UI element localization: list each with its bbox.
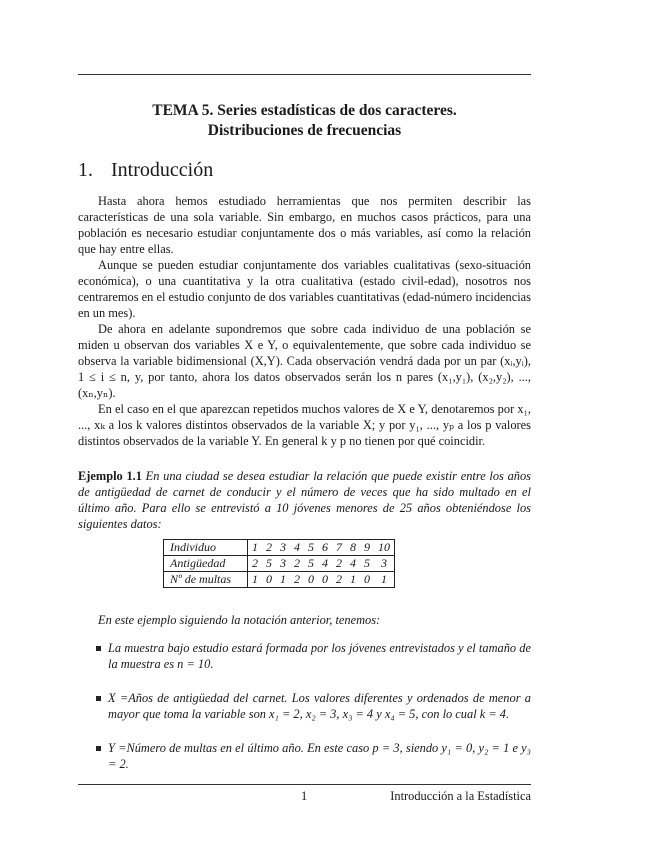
example-label: Ejemplo 1.1 [78, 469, 142, 483]
list-item [78, 640, 531, 672]
row-label: Nº de multas [164, 572, 248, 588]
list-item [78, 690, 531, 722]
table-cell: 10 [374, 540, 395, 556]
table-cell: 6 [318, 540, 332, 556]
table-cell: 0 [360, 572, 374, 588]
table-cell: 3 [276, 540, 290, 556]
page-number: 1 [301, 789, 308, 803]
table-cell: 4 [318, 556, 332, 572]
table-cell: 3 [374, 556, 395, 572]
table-row [164, 540, 395, 556]
table-cell: 0 [262, 572, 276, 588]
table-cell: 9 [360, 540, 374, 556]
table-row [164, 556, 395, 572]
bullet-icon [96, 746, 101, 751]
title-line-1: TEMA 5. Series estadísticas de dos caracteres. [152, 102, 457, 119]
intro-text [78, 193, 531, 449]
table-cell: 4 [290, 540, 304, 556]
section-number: 1. [78, 159, 93, 181]
example-block [78, 468, 531, 532]
table-cell: 2 [332, 572, 346, 588]
table-cell: 2 [290, 572, 304, 588]
table-cell: 0 [318, 572, 332, 588]
footer-rule [78, 784, 531, 785]
notation-intro: En este ejemplo siguiendo la notación anterior, tenemos: [98, 613, 381, 627]
row-label: Individuo [164, 540, 248, 556]
table-row [164, 572, 395, 588]
table-cell: 2 [262, 540, 276, 556]
table-cell: 2 [248, 556, 263, 572]
bullet-list [78, 640, 531, 790]
table-cell: 1 [374, 572, 395, 588]
paragraph: Hasta ahora hemos estudiado herramientas que nos permiten describir las características de una sola variable. Sin embargo, en muchos casos prácticos, para una población es necesario estudiar conjuntamente dos o más variables, así como la relación que hay entre ellas. [78, 194, 531, 256]
table-cell: 2 [332, 556, 346, 572]
table-cell: 7 [332, 540, 346, 556]
section-heading [78, 159, 213, 182]
bullet-text: Y =Número de multas en el último año. En este caso p = 3, siendo y₁ = 0, y₂ = 1 e y₃ = 2. [108, 741, 531, 771]
table-cell: 0 [304, 572, 318, 588]
table-cell: 3 [276, 556, 290, 572]
table-cell: 1 [346, 572, 360, 588]
row-label: Antigüedad [164, 556, 248, 572]
table-cell: 5 [262, 556, 276, 572]
section-title: Introducción [111, 159, 214, 181]
bullet-text: La muestra bajo estudio estará formada por los jóvenes entrevistados y el tamaño de la muestra es n = 10. [108, 641, 531, 671]
bullet-text: X =Años de antigüedad del carnet. Los valores diferentes y ordenados de menor a mayor que toma la variable son x₁ = 2, x₂ = 3, x₃ = 4 y x₄ = 5, con lo cual k = 4. [108, 691, 531, 721]
table-cell: 1 [248, 572, 263, 588]
table-cell: 2 [290, 556, 304, 572]
table-cell: 5 [360, 556, 374, 572]
bullet-icon [96, 696, 101, 701]
data-table [163, 539, 395, 588]
footer-title: Introducción a la Estadística [390, 789, 531, 803]
table-cell: 1 [276, 572, 290, 588]
page-title [78, 101, 531, 141]
header-rule [78, 74, 531, 75]
bullet-icon [96, 646, 101, 651]
paragraph: De ahora en adelante supondremos que sobre cada individuo de una población se miden u observan dos variables X e Y, o equivalentemente, que sobre cada individuo se observa la variable bidimensional (X,Y). Cada observación vendrá dada por un par (xᵢ,yᵢ), 1 ≤ i ≤ n, y, por tanto, ahora los datos observados serán los n pares (x₁,y₁), (x₂,y₂), ..., (xₙ,yₙ). [78, 322, 531, 400]
table-cell: 8 [346, 540, 360, 556]
table-cell: 1 [248, 540, 263, 556]
table-cell: 5 [304, 556, 318, 572]
example-text: En una ciudad se desea estudiar la relación que puede existir entre los años de antigüedad de carnet de conducir y el número de veces que ha sido multado en el último año. Para ello se entrevistó a 10 jóvenes menores de 25 años obteniéndose los siguientes datos: [78, 469, 531, 531]
table-cell: 4 [346, 556, 360, 572]
paragraph: En el caso en el que aparezcan repetidos muchos valores de X e Y, denotaremos por x₁, ..., xₖ a los k valores distintos observados de la variable X; y por y₁, ..., yₚ a los p valores distintos observados de la variable Y. En general k y p no tienen por qué coincidir. [78, 402, 531, 448]
table-cell: 5 [304, 540, 318, 556]
title-line-2: Distribuciones de frecuencias [207, 122, 402, 139]
paragraph: Aunque se pueden estudiar conjuntamente dos variables cualitativas (sexo-situación económica), o una cuantitativa y la otra cualitativa (estado civil-edad), nosotros nos centraremos en el estudio conjunto de dos variables cuantitativas (edad-número incidencias en un mes). [78, 258, 531, 320]
list-item [78, 740, 531, 772]
